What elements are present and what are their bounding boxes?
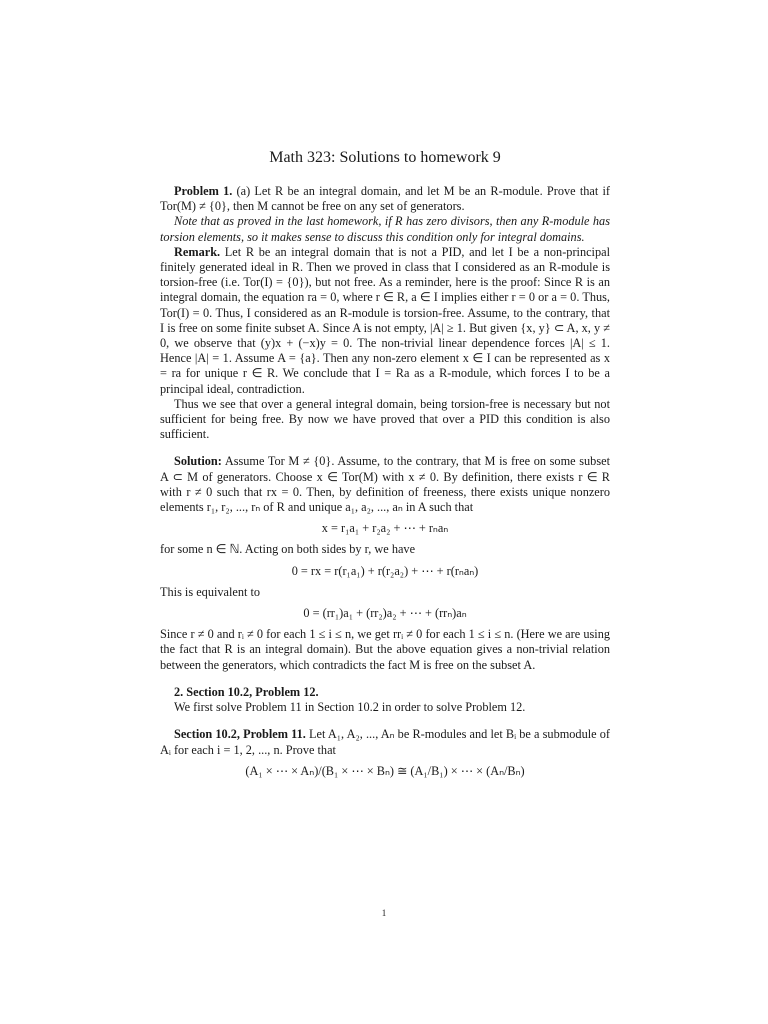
page-number: 1 xyxy=(381,908,387,918)
problem-11-equation: (A₁ × ⋯ × Aₙ)/(B₁ × ⋯ × Bₙ) ≅ (A₁/B₁) × ⋯ × (Aₙ/Bₙ) xyxy=(245,763,525,778)
section-2-heading-line xyxy=(160,685,610,700)
problem-1-statement xyxy=(160,184,610,214)
problem-1-note: Note that as proved in the last homework, if R has zero divisors, then any R-module has torsion elements, so it makes sense to discuss this condition only for integral domains. xyxy=(160,214,610,244)
problem-11-heading: Section 10.2, Problem 11. xyxy=(174,727,306,742)
solution-paragraph-3: This is equivalent to xyxy=(160,584,261,599)
problem-11-paragraph xyxy=(160,727,610,757)
problem-11-text: Let A₁, A₂, ..., Aₙ be R-modules and let Bᵢ be a submodule of Aᵢ for each i = 1, 2, ..., n. Prove that xyxy=(160,727,611,757)
equation-1: x = r₁a₁ + r₂a₂ + ⋯ + rₙaₙ xyxy=(321,521,449,536)
remark-followup: Thus we see that over a general integral domain, being torsion-free is necessary but not sufficient for being free. By now we have proved that over a PID this condition is also sufficient. xyxy=(160,396,610,442)
equation-3: 0 = (rr₁)a₁ + (rr₂)a₂ + ⋯ + (rrₙ)aₙ xyxy=(303,606,467,621)
page-content xyxy=(160,148,610,785)
remark-heading: Remark. xyxy=(174,244,221,259)
equation-2: 0 = rx = r(r₁a₁) + r(r₂a₂) + ⋯ + r(rₙaₙ) xyxy=(291,563,479,578)
problem-1-heading: Problem 1. xyxy=(174,184,233,198)
solution-text-1: Assume Tor M ≠ {0}. Assume, to the contrary, that M is free on some subset A ⊂ M of generators. Choose x ∈ Tor(M) with x ≠ 0. By definition, there exists r ∈ R with r ≠ 0 such that rx = 0. Then, by definition of freeness, there exists unique nonzero elements r₁, r₂, ..., rₙ of R and unique a₁, a₂, ..., aₙ in A such that xyxy=(160,454,610,515)
page-title: Math 323: Solutions to homework 9 xyxy=(269,149,501,166)
solution-paragraph-2: for some n ∈ ℕ. Acting on both sides by r, we have xyxy=(160,542,416,557)
section-2-text: We first solve Problem 11 in Section 10.2 in order to solve Problem 12. xyxy=(174,700,526,715)
solution-heading: Solution: xyxy=(174,454,222,469)
solution-paragraph-4: Since r ≠ 0 and rᵢ ≠ 0 for each 1 ≤ i ≤ n, we get rrᵢ ≠ 0 for each 1 ≤ i ≤ n. (Here we are using the fact that R is an integral domain). But the above equation gives a non-trivial relation between the generators, which contradicts the fact M is free on the subset A. xyxy=(160,627,610,672)
remark-text: Let R be an integral domain that is not a PID, and let I be a non-principal finitely generated ideal in R. Then we proved in class that I considered as an R-module is torsion-free (i.e. Tor(I) = {0}), but not free. As a reminder, here is the proof: Since R is an integral domain, the equation ra = 0, where r ∈ R, a ∈ I implies either r = 0 or a = 0. Thus, Tor(I) = 0. Thus, I considered as an R-module is torsion-free. Assume, to the contrary, that I is free on some finite subset A. Since A is not empty, |A| ≥ 1. But given {x, y} ⊂ A, x, y ≠ 0, we observe that (y)x + (−x)y = 0. The non-trivial linear dependence forces |A| ≤ 1. Hence |A| = 1. Assume A = {a}. Then any non-zero element x ∈ I can be represented as x = ra for unique r ∈ R. We conclude that I = Ra as a R-module, which forces I to be a principal ideal, contradiction. xyxy=(160,244,610,396)
remark-paragraph xyxy=(160,245,610,397)
section-2-heading: 2. Section 10.2, Problem 12. xyxy=(174,684,319,699)
problem-1-text: (a) Let R be an integral domain, and let M be an R-module. Prove that if Tor(M) ≠ {0}, then M cannot be free on any set of generators. xyxy=(160,184,611,214)
solution-paragraph-1 xyxy=(160,454,610,515)
